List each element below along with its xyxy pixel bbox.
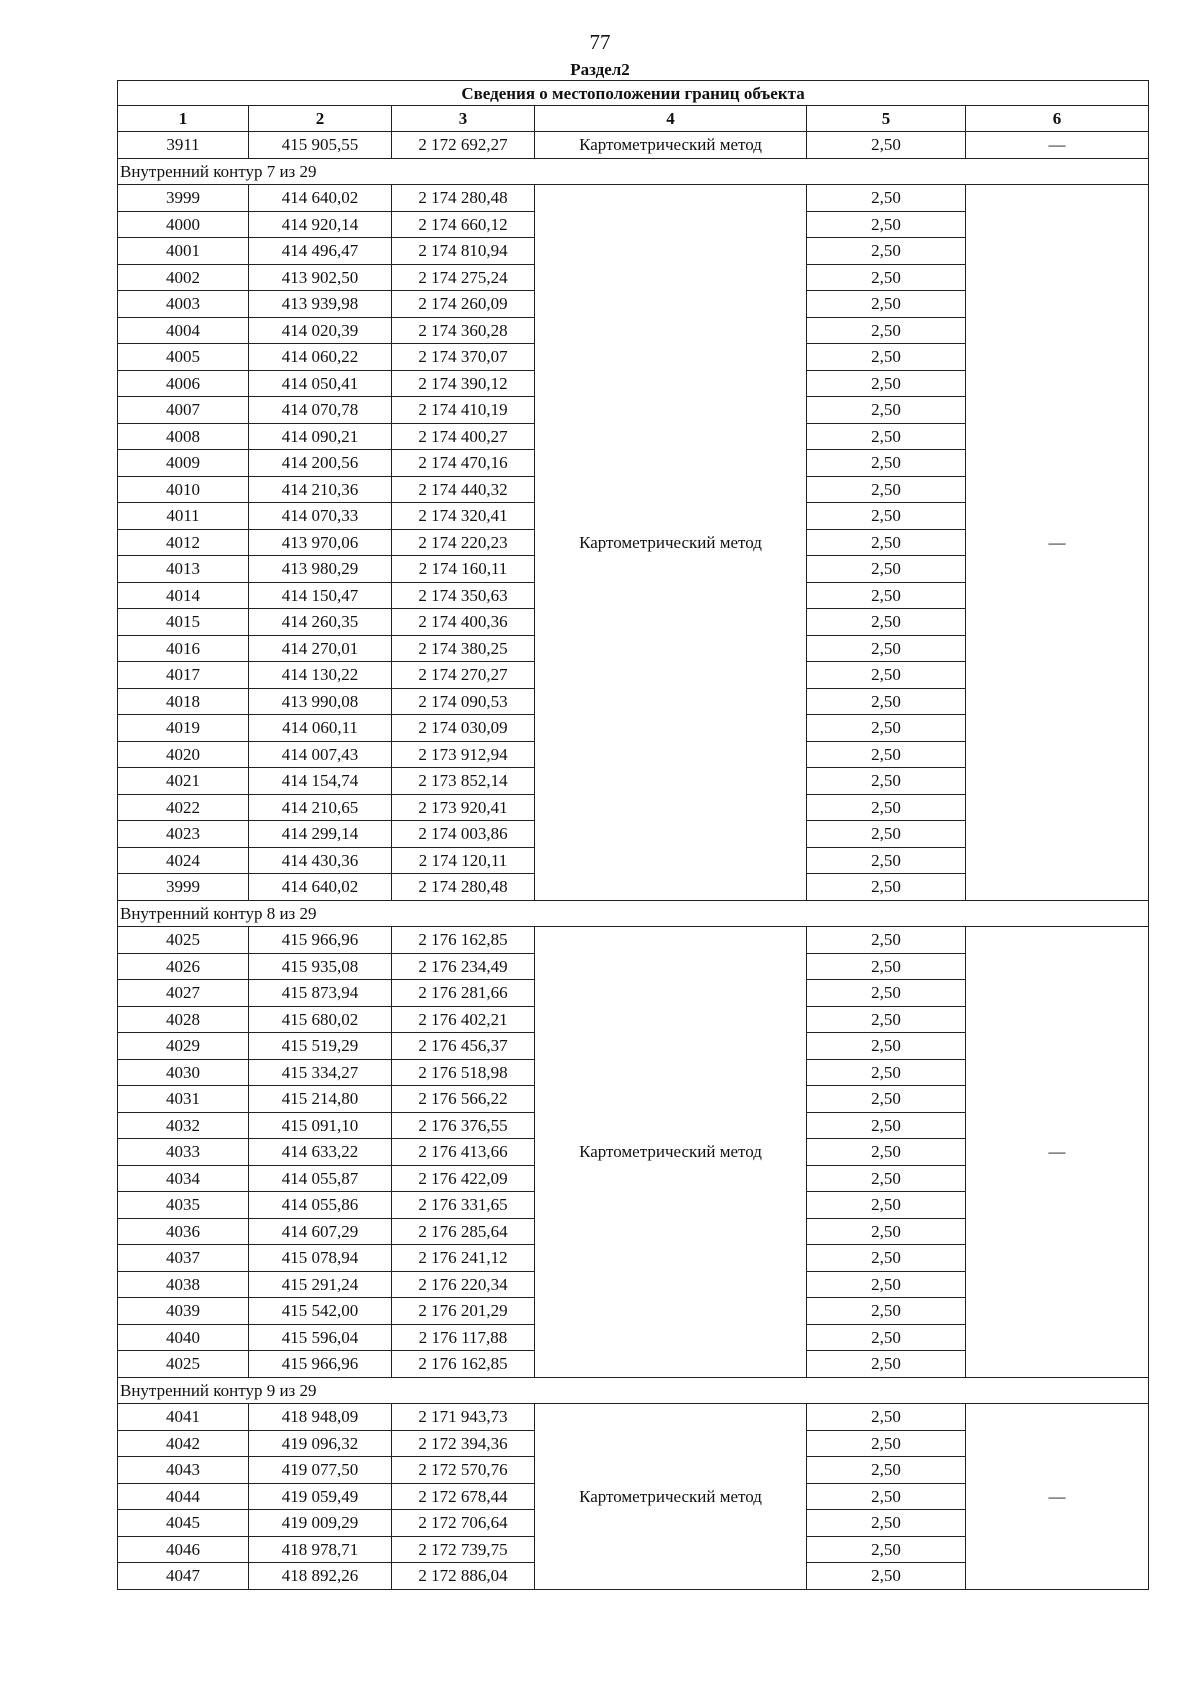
accuracy-cell: 2,50 (807, 556, 966, 583)
x-coordinate-cell: 418 978,71 (249, 1536, 392, 1563)
y-coordinate-cell: 2 176 281,66 (392, 980, 535, 1007)
accuracy-cell: 2,50 (807, 132, 966, 159)
x-coordinate-cell: 415 078,94 (249, 1245, 392, 1272)
x-coordinate-cell: 419 059,49 (249, 1483, 392, 1510)
y-coordinate-cell: 2 176 162,85 (392, 1351, 535, 1378)
contour-title: Внутренний контур 8 из 29 (118, 900, 1149, 927)
y-coordinate-cell: 2 174 390,12 (392, 370, 535, 397)
x-coordinate-cell: 414 130,22 (249, 662, 392, 689)
y-coordinate-cell: 2 176 413,66 (392, 1139, 535, 1166)
column-header: 4 (535, 106, 807, 132)
x-coordinate-cell: 419 096,32 (249, 1430, 392, 1457)
x-coordinate-cell: 415 091,10 (249, 1112, 392, 1139)
x-coordinate-cell: 415 905,55 (249, 132, 392, 159)
x-coordinate-cell: 414 070,33 (249, 503, 392, 530)
point-number-cell: 4025 (118, 1351, 249, 1378)
method-cell: Картометрический метод (535, 927, 807, 1378)
x-coordinate-cell: 414 090,21 (249, 423, 392, 450)
x-coordinate-cell: 414 920,14 (249, 211, 392, 238)
contour-title-row (118, 1377, 1149, 1404)
point-number-cell: 4046 (118, 1536, 249, 1563)
point-number-cell: 4015 (118, 609, 249, 636)
point-number-cell: 4017 (118, 662, 249, 689)
x-coordinate-cell: 414 020,39 (249, 317, 392, 344)
accuracy-cell: 2,50 (807, 768, 966, 795)
point-number-cell: 4029 (118, 1033, 249, 1060)
x-coordinate-cell: 414 270,01 (249, 635, 392, 662)
point-number-cell: 4035 (118, 1192, 249, 1219)
point-number-cell: 4036 (118, 1218, 249, 1245)
accuracy-cell: 2,50 (807, 1139, 966, 1166)
point-number-cell: 4030 (118, 1059, 249, 1086)
x-coordinate-cell: 414 055,87 (249, 1165, 392, 1192)
x-coordinate-cell: 414 210,65 (249, 794, 392, 821)
accuracy-cell: 2,50 (807, 715, 966, 742)
contour-title: Внутренний контур 9 из 29 (118, 1377, 1149, 1404)
accuracy-cell: 2,50 (807, 264, 966, 291)
y-coordinate-cell: 2 174 280,48 (392, 874, 535, 901)
x-coordinate-cell: 415 873,94 (249, 980, 392, 1007)
y-coordinate-cell: 2 174 160,11 (392, 556, 535, 583)
y-coordinate-cell: 2 174 275,24 (392, 264, 535, 291)
accuracy-cell: 2,50 (807, 1457, 966, 1484)
y-coordinate-cell: 2 174 220,23 (392, 529, 535, 556)
x-coordinate-cell: 415 542,00 (249, 1298, 392, 1325)
accuracy-cell: 2,50 (807, 423, 966, 450)
accuracy-cell: 2,50 (807, 1563, 966, 1590)
method-cell: Картометрический метод (535, 1404, 807, 1590)
y-coordinate-cell: 2 172 394,36 (392, 1430, 535, 1457)
point-number-cell: 4043 (118, 1457, 249, 1484)
table-row (118, 185, 1149, 212)
y-coordinate-cell: 2 176 456,37 (392, 1033, 535, 1060)
point-number-cell: 3999 (118, 185, 249, 212)
accuracy-cell: 2,50 (807, 1271, 966, 1298)
point-number-cell: 4002 (118, 264, 249, 291)
x-coordinate-cell: 414 640,02 (249, 874, 392, 901)
accuracy-cell: 2,50 (807, 291, 966, 318)
y-coordinate-cell: 2 176 241,12 (392, 1245, 535, 1272)
y-coordinate-cell: 2 172 692,27 (392, 132, 535, 159)
contour-title: Внутренний контур 7 из 29 (118, 158, 1149, 185)
x-coordinate-cell: 414 260,35 (249, 609, 392, 636)
point-number-cell: 4026 (118, 953, 249, 980)
point-number-cell: 4034 (118, 1165, 249, 1192)
point-number-cell: 4033 (118, 1139, 249, 1166)
x-coordinate-cell: 415 966,96 (249, 927, 392, 954)
point-number-cell: 4004 (118, 317, 249, 344)
accuracy-cell: 2,50 (807, 397, 966, 424)
section-title: Раздел2 (570, 60, 630, 79)
x-coordinate-cell: 414 496,47 (249, 238, 392, 265)
accuracy-cell: 2,50 (807, 953, 966, 980)
accuracy-cell: 2,50 (807, 185, 966, 212)
point-number-cell: 4022 (118, 794, 249, 821)
column-header: 1 (118, 106, 249, 132)
point-number-cell: 4005 (118, 344, 249, 371)
point-number-cell: 4018 (118, 688, 249, 715)
point-number-cell: 4016 (118, 635, 249, 662)
x-coordinate-cell: 414 070,78 (249, 397, 392, 424)
x-coordinate-cell: 414 299,14 (249, 821, 392, 848)
point-number-cell: 4000 (118, 211, 249, 238)
x-coordinate-cell: 414 060,11 (249, 715, 392, 742)
table-caption: Сведения о местоположении границ объекта (118, 81, 1149, 106)
y-coordinate-cell: 2 176 331,65 (392, 1192, 535, 1219)
x-coordinate-cell: 414 060,22 (249, 344, 392, 371)
accuracy-cell: 2,50 (807, 635, 966, 662)
contour-title-row (118, 900, 1149, 927)
x-coordinate-cell: 413 980,29 (249, 556, 392, 583)
point-number-cell: 4014 (118, 582, 249, 609)
point-number-cell: 4045 (118, 1510, 249, 1537)
point-number-cell: 4003 (118, 291, 249, 318)
boundary-table (117, 80, 1149, 1590)
column-header: 6 (966, 106, 1149, 132)
x-coordinate-cell: 415 680,02 (249, 1006, 392, 1033)
y-coordinate-cell: 2 174 360,28 (392, 317, 535, 344)
x-coordinate-cell: 415 935,08 (249, 953, 392, 980)
point-number-cell: 4038 (118, 1271, 249, 1298)
point-number-cell: 4037 (118, 1245, 249, 1272)
accuracy-cell: 2,50 (807, 1086, 966, 1113)
y-coordinate-cell: 2 173 912,94 (392, 741, 535, 768)
y-coordinate-cell: 2 172 739,75 (392, 1536, 535, 1563)
accuracy-cell: 2,50 (807, 529, 966, 556)
x-coordinate-cell: 415 291,24 (249, 1271, 392, 1298)
accuracy-cell: 2,50 (807, 1006, 966, 1033)
accuracy-cell: 2,50 (807, 476, 966, 503)
x-coordinate-cell: 414 055,86 (249, 1192, 392, 1219)
accuracy-cell: 2,50 (807, 1404, 966, 1431)
point-number-cell: 4024 (118, 847, 249, 874)
x-coordinate-cell: 414 007,43 (249, 741, 392, 768)
y-coordinate-cell: 2 174 400,27 (392, 423, 535, 450)
y-coordinate-cell: 2 176 201,29 (392, 1298, 535, 1325)
y-coordinate-cell: 2 172 570,76 (392, 1457, 535, 1484)
x-coordinate-cell: 415 334,27 (249, 1059, 392, 1086)
accuracy-cell: 2,50 (807, 609, 966, 636)
y-coordinate-cell: 2 174 030,09 (392, 715, 535, 742)
point-number-cell: 4011 (118, 503, 249, 530)
point-number-cell: 4021 (118, 768, 249, 795)
y-coordinate-cell: 2 174 260,09 (392, 291, 535, 318)
accuracy-cell: 2,50 (807, 1324, 966, 1351)
accuracy-cell: 2,50 (807, 344, 966, 371)
y-coordinate-cell: 2 173 920,41 (392, 794, 535, 821)
x-coordinate-cell: 414 210,36 (249, 476, 392, 503)
point-number-cell: 4031 (118, 1086, 249, 1113)
accuracy-cell: 2,50 (807, 741, 966, 768)
point-number-cell: 4020 (118, 741, 249, 768)
accuracy-cell: 2,50 (807, 1112, 966, 1139)
accuracy-cell: 2,50 (807, 503, 966, 530)
table-row (118, 927, 1149, 954)
point-number-cell: 3911 (118, 132, 249, 159)
y-coordinate-cell: 2 174 470,16 (392, 450, 535, 477)
accuracy-cell: 2,50 (807, 1192, 966, 1219)
point-number-cell: 4010 (118, 476, 249, 503)
y-coordinate-cell: 2 172 678,44 (392, 1483, 535, 1510)
x-coordinate-cell: 414 200,56 (249, 450, 392, 477)
x-coordinate-cell: 413 939,98 (249, 291, 392, 318)
y-coordinate-cell: 2 174 810,94 (392, 238, 535, 265)
x-coordinate-cell: 415 214,80 (249, 1086, 392, 1113)
point-number-cell: 4006 (118, 370, 249, 397)
x-coordinate-cell: 419 009,29 (249, 1510, 392, 1537)
accuracy-cell: 2,50 (807, 1483, 966, 1510)
y-coordinate-cell: 2 174 440,32 (392, 476, 535, 503)
y-coordinate-cell: 2 174 120,11 (392, 847, 535, 874)
accuracy-cell: 2,50 (807, 1351, 966, 1378)
accuracy-cell: 2,50 (807, 1430, 966, 1457)
x-coordinate-cell: 414 050,41 (249, 370, 392, 397)
y-coordinate-cell: 2 176 566,22 (392, 1086, 535, 1113)
accuracy-cell: 2,50 (807, 317, 966, 344)
accuracy-cell: 2,50 (807, 847, 966, 874)
y-coordinate-cell: 2 174 370,07 (392, 344, 535, 371)
accuracy-cell: 2,50 (807, 1510, 966, 1537)
y-coordinate-cell: 2 173 852,14 (392, 768, 535, 795)
y-coordinate-cell: 2 174 003,86 (392, 821, 535, 848)
accuracy-cell: 2,50 (807, 927, 966, 954)
point-number-cell: 4039 (118, 1298, 249, 1325)
accuracy-cell: 2,50 (807, 688, 966, 715)
x-coordinate-cell: 419 077,50 (249, 1457, 392, 1484)
x-coordinate-cell: 418 948,09 (249, 1404, 392, 1431)
description-cell: — (966, 132, 1149, 159)
y-coordinate-cell: 2 171 943,73 (392, 1404, 535, 1431)
y-coordinate-cell: 2 176 220,34 (392, 1271, 535, 1298)
accuracy-cell: 2,50 (807, 1536, 966, 1563)
point-number-cell: 4008 (118, 423, 249, 450)
point-number-cell: 3999 (118, 874, 249, 901)
accuracy-cell: 2,50 (807, 370, 966, 397)
accuracy-cell: 2,50 (807, 450, 966, 477)
y-coordinate-cell: 2 174 350,63 (392, 582, 535, 609)
point-number-cell: 4019 (118, 715, 249, 742)
y-coordinate-cell: 2 176 162,85 (392, 927, 535, 954)
y-coordinate-cell: 2 176 422,09 (392, 1165, 535, 1192)
x-coordinate-cell: 413 902,50 (249, 264, 392, 291)
x-coordinate-cell: 414 607,29 (249, 1218, 392, 1245)
table-caption-row (118, 81, 1149, 106)
point-number-cell: 4001 (118, 238, 249, 265)
accuracy-cell: 2,50 (807, 1059, 966, 1086)
y-coordinate-cell: 2 176 402,21 (392, 1006, 535, 1033)
x-coordinate-cell: 415 966,96 (249, 1351, 392, 1378)
point-number-cell: 4007 (118, 397, 249, 424)
point-number-cell: 4044 (118, 1483, 249, 1510)
accuracy-cell: 2,50 (807, 1165, 966, 1192)
contour-title-row (118, 158, 1149, 185)
x-coordinate-cell: 414 430,36 (249, 847, 392, 874)
point-number-cell: 4009 (118, 450, 249, 477)
y-coordinate-cell: 2 172 886,04 (392, 1563, 535, 1590)
point-number-cell: 4025 (118, 927, 249, 954)
x-coordinate-cell: 414 154,74 (249, 768, 392, 795)
y-coordinate-cell: 2 174 270,27 (392, 662, 535, 689)
accuracy-cell: 2,50 (807, 1033, 966, 1060)
x-coordinate-cell: 413 970,06 (249, 529, 392, 556)
table-row (118, 1404, 1149, 1431)
accuracy-cell: 2,50 (807, 821, 966, 848)
y-coordinate-cell: 2 174 660,12 (392, 211, 535, 238)
accuracy-cell: 2,50 (807, 1218, 966, 1245)
point-number-cell: 4027 (118, 980, 249, 1007)
x-coordinate-cell: 415 519,29 (249, 1033, 392, 1060)
column-header: 3 (392, 106, 535, 132)
accuracy-cell: 2,50 (807, 794, 966, 821)
y-coordinate-cell: 2 172 706,64 (392, 1510, 535, 1537)
x-coordinate-cell: 415 596,04 (249, 1324, 392, 1351)
x-coordinate-cell: 414 633,22 (249, 1139, 392, 1166)
y-coordinate-cell: 2 176 285,64 (392, 1218, 535, 1245)
point-number-cell: 4028 (118, 1006, 249, 1033)
point-number-cell: 4040 (118, 1324, 249, 1351)
point-number-cell: 4012 (118, 529, 249, 556)
column-header: 5 (807, 106, 966, 132)
point-number-cell: 4041 (118, 1404, 249, 1431)
y-coordinate-cell: 2 174 410,19 (392, 397, 535, 424)
x-coordinate-cell: 414 640,02 (249, 185, 392, 212)
x-coordinate-cell: 414 150,47 (249, 582, 392, 609)
table-row (118, 132, 1149, 159)
y-coordinate-cell: 2 176 518,98 (392, 1059, 535, 1086)
y-coordinate-cell: 2 176 234,49 (392, 953, 535, 980)
point-number-cell: 4047 (118, 1563, 249, 1590)
y-coordinate-cell: 2 176 376,55 (392, 1112, 535, 1139)
description-cell: — (966, 185, 1149, 901)
accuracy-cell: 2,50 (807, 874, 966, 901)
point-number-cell: 4023 (118, 821, 249, 848)
description-cell: — (966, 927, 1149, 1378)
method-cell: Картометрический метод (535, 132, 807, 159)
x-coordinate-cell: 413 990,08 (249, 688, 392, 715)
y-coordinate-cell: 2 174 320,41 (392, 503, 535, 530)
point-number-cell: 4032 (118, 1112, 249, 1139)
y-coordinate-cell: 2 176 117,88 (392, 1324, 535, 1351)
y-coordinate-cell: 2 174 380,25 (392, 635, 535, 662)
accuracy-cell: 2,50 (807, 980, 966, 1007)
accuracy-cell: 2,50 (807, 238, 966, 265)
y-coordinate-cell: 2 174 280,48 (392, 185, 535, 212)
accuracy-cell: 2,50 (807, 662, 966, 689)
page-number: 77 (589, 30, 611, 54)
accuracy-cell: 2,50 (807, 582, 966, 609)
description-cell: — (966, 1404, 1149, 1590)
y-coordinate-cell: 2 174 400,36 (392, 609, 535, 636)
y-coordinate-cell: 2 174 090,53 (392, 688, 535, 715)
x-coordinate-cell: 418 892,26 (249, 1563, 392, 1590)
accuracy-cell: 2,50 (807, 1298, 966, 1325)
point-number-cell: 4013 (118, 556, 249, 583)
accuracy-cell: 2,50 (807, 211, 966, 238)
table-header-row (118, 106, 1149, 132)
point-number-cell: 4042 (118, 1430, 249, 1457)
accuracy-cell: 2,50 (807, 1245, 966, 1272)
method-cell: Картометрический метод (535, 185, 807, 901)
column-header: 2 (249, 106, 392, 132)
